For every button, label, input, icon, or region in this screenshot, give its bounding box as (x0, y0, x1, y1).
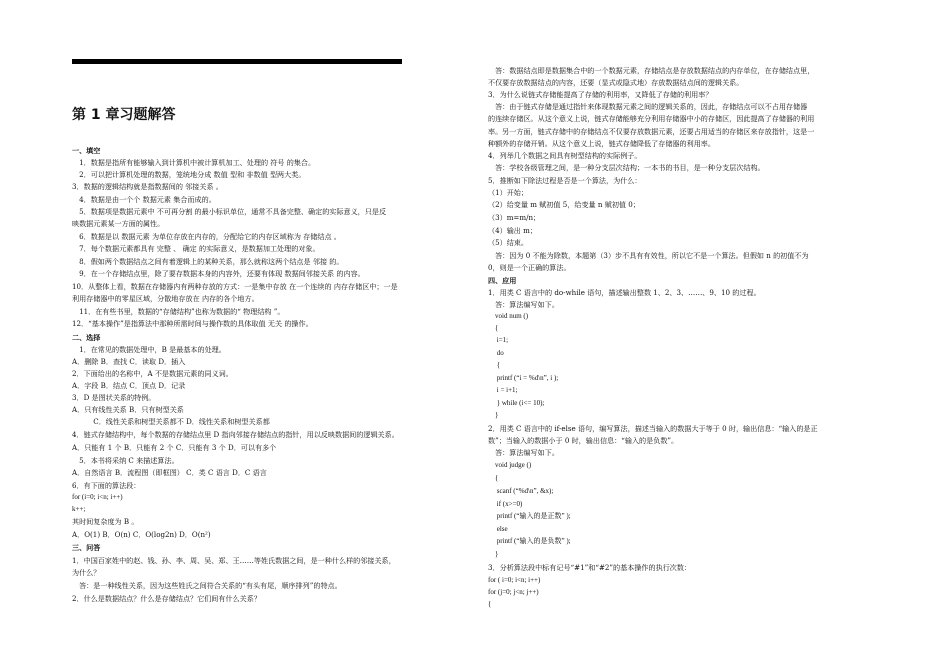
code-line: { (488, 361, 501, 369)
text-line: 5．推断如下除法过程是否是一个算法，为什么： (488, 176, 642, 185)
text-line: 3．为什么说链式存储能提高了存储的利用率，又降低了存储的利用率？ (488, 90, 713, 99)
code-line: { (488, 324, 499, 332)
code-line: if (x>=0) (488, 500, 523, 508)
text-line: 2．下面给出的名称中，A 不是数据元素的同义词。 (72, 369, 233, 378)
text-line: 9．在一个存储结点里，除了要存数据本身的内容外，还要有体现 数据间邻接关系 的内容。 (72, 269, 365, 278)
text-line: 1．中国百家姓中的赵、钱、孙、李、周、吴、郑、王……等姓氏数据之间，是一种什么样的邻接关系， (72, 556, 396, 565)
section-heading: 三、问答 (72, 543, 101, 552)
page-title: 第 1 章习题解答 (72, 107, 176, 123)
code-line: void num () (488, 312, 529, 320)
text-line: 4．列举几个数据之间具有树型结构的实际例子。 (488, 151, 642, 160)
code-line: i=1; (488, 336, 509, 344)
code-line: for ( i=0; i<n; i++) (488, 576, 541, 584)
text-line: 4．数据是由一个个 数据元素 集合而成的。 (72, 195, 216, 204)
text-line: 2．用类 C 语言中的 if-else 语句，编写算法，描述当输入的数据大于等于 0 时，输出信息：“输入的是正 (488, 424, 818, 433)
text-line: A．自然语言 B．流程图（即框图） C．类 C 语言 D．C 语言 (72, 468, 267, 477)
text-line: 答：算法编写如下。 (488, 448, 559, 457)
code-line: printf (“输入的是正数” ); (488, 512, 571, 520)
text-line: 答：学校各级管理之间，是一种分支层次结构；一本书的书目，是一种分支层次结构。 (488, 163, 765, 172)
text-line: 5．本书将采纳 C 来描述算法。 (72, 456, 179, 465)
text-line: 的连续存储区。从这个意义上说，链式存储能够充分利用存储器中小的存储区，因此提高了存储器的利用 (488, 114, 815, 123)
text-line: 11．在有些书里，数据的“存储结构”也称为数据的“ 物理结构 ”。 (72, 307, 285, 316)
text-line: 10．从整体上看，数据在存储器内有两种存放的方式：一是集中存放 在一个连续的 内存存储区中；一是 (72, 282, 398, 291)
text-line: （3）m=m/n； (488, 213, 541, 222)
code-line: { (488, 474, 499, 482)
text-line: 数”；当输入的数据小于 0 时，输出信息：“输入的是负数”。 (488, 436, 679, 445)
text-line: A．O(1) B．O(n) C．O(log2n) D．O(n²) (72, 530, 211, 539)
text-line: 种额外的存储开销。从这个意义上说，链式存储降低了存储器的利用率。 (488, 139, 715, 148)
text-line: 1．在常见的数据处理中，B 是最基本的处理。 (72, 345, 226, 354)
text-line: A．只有线性关系 B．只有树型关系 (72, 405, 184, 414)
text-line: 答：由于链式存储是通过指针来体现数据元素之间的逻辑关系的，因此，存储结点可以不占用存储器 (488, 102, 808, 111)
code-line: } while (i<= 10); (488, 399, 545, 407)
text-line: 0，则是一个正确的算法。 (488, 263, 571, 272)
text-line: A．字段 B．结点 C．顶点 D．记录 (72, 381, 186, 390)
text-line: 映数据元素某一方面的属性。 (72, 219, 165, 228)
text-line: 5．数据项是数据元素中 不可再分割 的最小标识单位，通常不具备完整、确定的实际意义，只是反 (72, 207, 387, 216)
text-line: A．删除 B．查找 C．读取 D．插入 (72, 357, 186, 366)
text-line: （2）给变量 m 赋初值 5，给变量 n 赋初值 0； (488, 200, 640, 209)
header-rule (72, 59, 402, 64)
code-line: i = i+1; (488, 386, 518, 394)
text-line: 答：是一种线性关系，因为这些姓氏之间符合关系的“有头有尾，顺序排列”的特点。 (72, 581, 342, 590)
text-line: 3．数据的逻辑结构就是指数据间的 邻接关系 。 (72, 182, 223, 191)
code-line: else (488, 525, 508, 533)
text-line: 为什么？ (72, 568, 101, 577)
text-line: 2．什么是数据结点？什么是存储结点？它们间有什么关系？ (72, 594, 261, 603)
text-line: 12．“基本操作”是指算法中那种所需时间与操作数的具体取值 无关 的操作。 (72, 319, 313, 328)
code-line: { (488, 600, 492, 608)
code-line: printf (“输入的是负数” ); (488, 537, 571, 545)
text-line: 率。另一方面，链式存储中的存储结点不仅要存放数据元素，还要占用适当的存储区来存放指针，这是一 (488, 127, 815, 136)
code-line: k++; (72, 505, 86, 513)
text-line: 8．假如两个数据结点之间有着逻辑上的某种关系，那么就称这两个结点是 邻接 的。 (72, 257, 344, 266)
text-line: 3．D 是图状关系的特例。 (72, 393, 156, 402)
text-line: 1．数据是指所有能够输入到计算机中被计算机加工、处理的 符号 的集合。 (72, 158, 316, 167)
code-line: printf (“i = %d\n”, i ); (488, 374, 559, 382)
text-line: 6．有下面的算法段： (72, 481, 141, 490)
code-line: scanf (“%d\n”, &x); (488, 487, 554, 495)
text-line: 不仅要存放数据结点的内容，还要（显式或隐式地）存放数据结点间的逻辑关系。 (488, 78, 744, 87)
text-line: C．线性关系和树型关系都不 D．线性关系和树型关系都 (72, 417, 270, 426)
text-line: 答：因为 0 不能为除数，本题第（3）步不具有有效性，所以它不是一个算法。但假如 n 的初值不为 (488, 251, 809, 260)
text-line: 答：算法编写如下。 (488, 300, 559, 309)
section-heading: 二、选择 (72, 333, 101, 342)
section-heading: 四、应用 (488, 276, 517, 285)
text-line: 1．用类 C 语言中的 do-while 语句，描述输出整数 1、2、3、……、9、10 的过程。 (488, 288, 761, 297)
code-line: for (j=0; j<n; j++) (488, 588, 539, 596)
text-line: 利用存储器中的零星区域，分散地存放在 内存的各个地方。 (72, 294, 259, 303)
text-line: 6．数据是以 数据元素 为单位存放在内存的，分配给它的内存区域称为 存储结点 。 (72, 232, 341, 241)
text-line: （5）结束。 (488, 238, 528, 247)
text-line: 3．分析算法段中标有记号“#1”和“#2”的基本操作的执行次数： (488, 563, 692, 572)
text-line: 其时间复杂度为 B 。 (72, 517, 139, 526)
text-line: （4）输出 m； (488, 226, 537, 235)
text-line: 7．每个数据元素都具有 完整 、 确定 的实际意义，是数据加工处理的对象。 (72, 244, 320, 253)
code-line: for (i=0; i<n; i++) (72, 493, 123, 501)
text-line: 2．可以把计算机处理的数据，笼统地分成 数值 型和 非数值 型两大类。 (72, 170, 306, 179)
text-line: （1）开始； (488, 188, 528, 197)
code-line: do (488, 349, 504, 357)
code-line: } (488, 411, 499, 419)
code-line: void judge () (488, 461, 532, 469)
section-heading: 一、填空 (72, 146, 101, 155)
text-line: A．只能有 1 个 B．只能有 2 个 C．只能有 3 个 D．可以有多个 (72, 443, 277, 452)
code-line: } (488, 550, 499, 558)
text-line: 4．链式存储结构中，每个数据的存储结点里 D 指向邻接存储结点的指针，用以反映数据间的逻辑关系。 (72, 430, 399, 439)
text-line: 答：数据结点即是数据集合中的一个数据元素，存储结点是存放数据结点的内存单位，在存储结点里， (488, 66, 815, 75)
